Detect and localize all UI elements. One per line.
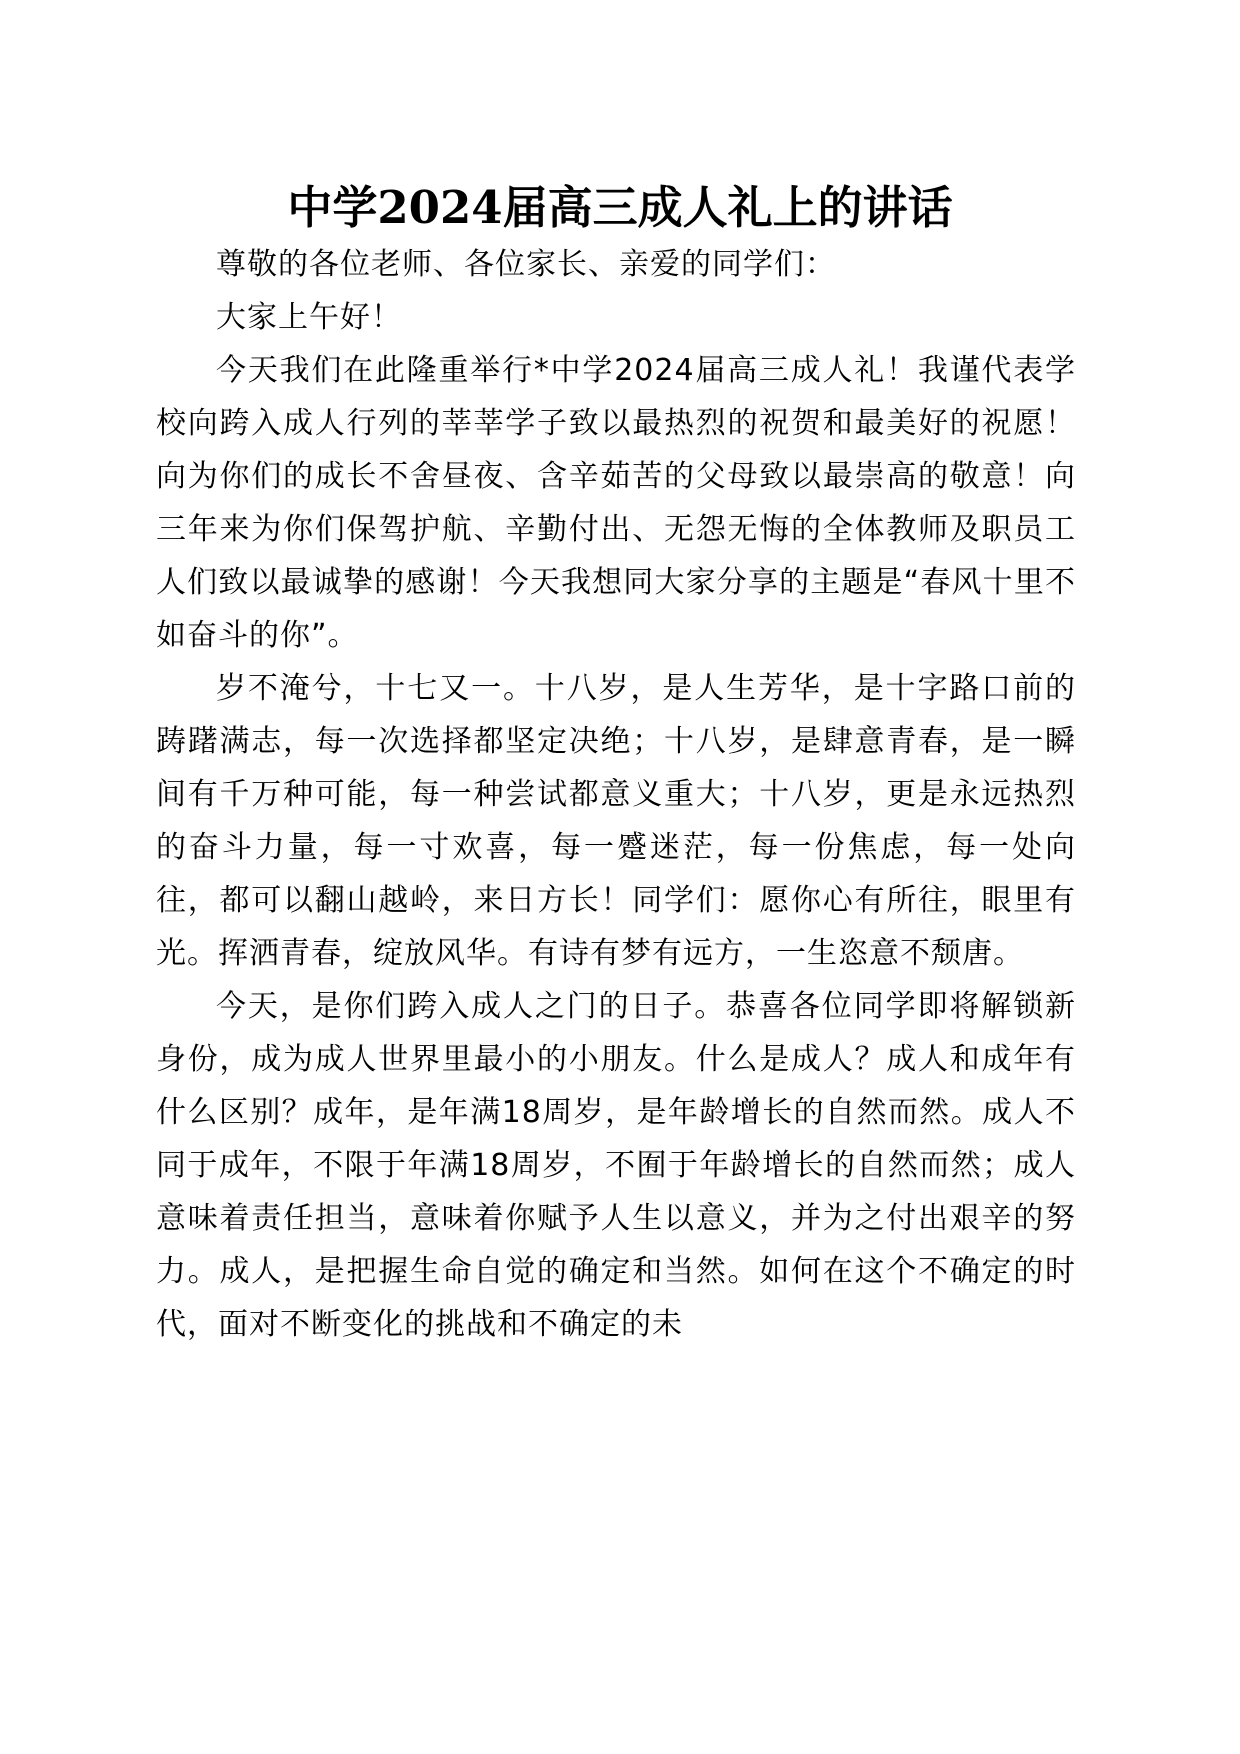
greeting-paragraph: 大家上午好！ (216, 300, 402, 335)
body-paragraph: 岁不淹兮，十七又一。十八岁，是人生芳华，是十字路口前的踌躇满志，每一次选择都坚定决绝；十八岁，是肆意青春，是一瞬间有千万种可能，每一种尝试都意义重大；十八岁，更是永远热烈的奋斗力量，每一寸欢喜，每一蹙迷茫，每一份焦虑，每一处向往，都可以翻山越岭，来日方长！同学们：愿你心有所往，眼里有光。挥洒青春，绽放风华。有诗有梦有远方，一生恣意不颓唐。 (156, 671, 1076, 971)
body-paragraph: 今天，是你们跨入成人之门的日子。恭喜各位同学即将解锁新身份，成为成人世界里最小的小朋友。什么是成人？成人和成年有什么区别？成年，是年满18周岁，是年龄增长的自然而然。成人不同于成年，不限于年满18周岁，不囿于年龄增长的自然而然；成人意味着责任担当，意味着你赋予人生以意义，并为之付出艰辛的努力。成人，是把握生命自觉的确定和当然。如何在这个不确定的时代，面对不断变化的挑战和不确定的未 (156, 989, 1076, 1342)
document-title: 中学2024届高三成人礼上的讲话 (287, 181, 953, 234)
body-paragraph: 今天我们在此隆重举行*中学2024届高三成人礼！我谨代表学校向跨入成人行列的莘莘学子致以最热烈的祝贺和最美好的祝愿！向为你们的成长不舍昼夜、含辛茹苦的父母致以最崇高的敬意！向三年来为你们保驾护航、辛勤付出、无怨无悔的全体教师及职员工人们致以最诚挚的感谢！今天我想同大家分享的主题是“春风十里不如奋斗的你”。 (156, 353, 1076, 653)
document-body (156, 238, 1076, 1351)
salutation-paragraph: 尊敬的各位老师、各位家长、亲爱的同学们： (216, 247, 836, 282)
